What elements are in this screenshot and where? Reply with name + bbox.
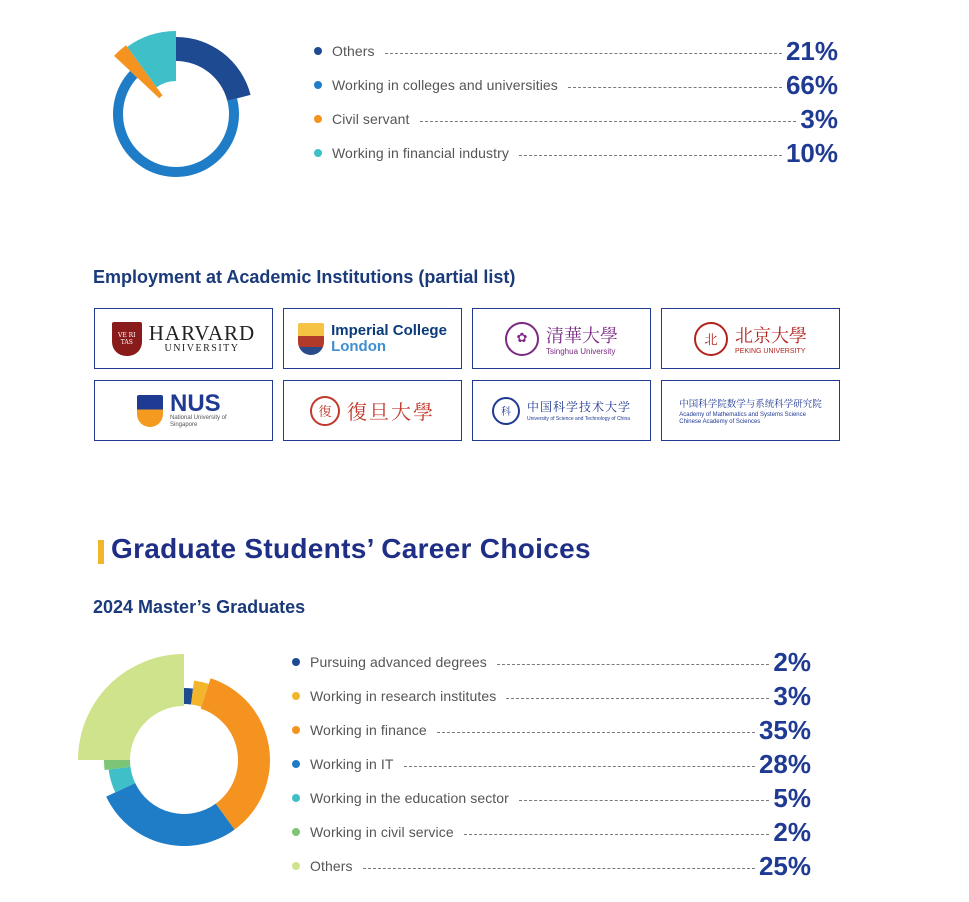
legend-leader-line (464, 834, 770, 835)
section-title-accent-bar (98, 540, 104, 564)
legend-leader-line (519, 800, 769, 801)
legend-leader-line (437, 732, 755, 733)
legend-dot-icon (292, 828, 300, 836)
logo-amss (661, 380, 840, 441)
logo-tsinghua-name: 清華大學 (546, 325, 618, 347)
legend-label: Working in colleges and universities (332, 77, 558, 93)
logo-ustc-sub: University of Science and Technology of China (526, 416, 631, 422)
legend-leader-line (385, 53, 782, 54)
legend-label: Working in financial industry (332, 145, 509, 161)
legend-dot-icon (314, 149, 322, 157)
legend-row-working-in-colleges-and-universities (314, 70, 838, 100)
legend-row-working-in-it (292, 749, 811, 779)
legend-row-working-in-financial-industry (314, 138, 838, 168)
legend-value: 10% (785, 137, 838, 168)
legend-leader-line (497, 664, 770, 665)
legend-row-working-in-research-institutes (292, 681, 811, 711)
logo-nus-sub: National University of Singapore (170, 414, 227, 428)
legend-label: Others (310, 858, 353, 874)
legend-row-working-in-finance (292, 715, 811, 745)
logo-tsinghua (472, 308, 651, 369)
logo-fudan (283, 380, 462, 441)
legend-value: 21% (785, 35, 838, 66)
logo-imperial-name: Imperial College (331, 321, 447, 339)
section-subtitle: 2024 Master’s Graduates (93, 597, 306, 617)
donut-slice-working-in-colleges-and-universities (113, 71, 239, 177)
legend-leader-line (363, 868, 755, 869)
legend-label: Others (332, 43, 375, 59)
legend-dot-icon (292, 726, 300, 734)
donut-slice-others (78, 654, 184, 760)
logo-tsinghua-sub: Tsinghua University (546, 346, 616, 356)
legend-row-pursuing-advanced-degrees (292, 647, 811, 677)
fudan-seal-icon: 復 (310, 396, 340, 426)
legend-value: 2% (773, 646, 811, 677)
legend-dot-icon (292, 862, 300, 870)
logo-imperial (283, 308, 462, 369)
donut-chart-1 (86, 24, 266, 204)
legend-value: 5% (773, 782, 811, 813)
legend-label: Working in civil service (310, 824, 454, 840)
logo-amss-name: 中国科学院数学与系统科学研究院 (679, 398, 822, 410)
imperial-crest-icon (298, 323, 324, 355)
logo-imperial-sub: London (331, 337, 387, 355)
logo-pku-sub: PEKING UNIVERSITY (735, 347, 806, 355)
legend-value: 35% (758, 714, 811, 745)
legend-dot-icon (314, 81, 322, 89)
tsinghua-seal-icon: ✿ (505, 322, 539, 356)
legend-row-others (314, 36, 838, 66)
legend-row-working-in-the-education-sector (292, 783, 811, 813)
legend-value: 28% (758, 748, 811, 779)
legend-row-working-in-civil-service (292, 817, 811, 847)
legend-value: 2% (773, 816, 811, 847)
legend-value: 3% (800, 103, 838, 134)
logo-nus (94, 380, 273, 441)
legend-row-others (292, 851, 811, 881)
legend-label: Working in the education sector (310, 790, 509, 806)
logo-ustc (472, 380, 651, 441)
logo-pku-name: 北京大學 (735, 325, 807, 347)
legend-dot-icon (314, 47, 322, 55)
legend-leader-line (568, 87, 782, 88)
legend-leader-line (420, 121, 797, 122)
legend-label: Working in IT (310, 756, 394, 772)
logo-harvard-name: HARVARD (148, 321, 256, 345)
legend-label: Civil servant (332, 111, 410, 127)
donut-slice-working-in-it (106, 783, 234, 846)
logo-nus-name: NUS (170, 389, 221, 417)
legend-value: 25% (758, 850, 811, 881)
donut-slice-others (176, 37, 251, 101)
logo-ustc-name: 中国科学技术大学 (526, 400, 631, 414)
institutions-heading: Employment at Academic Institutions (partial list) (93, 267, 516, 287)
harvard-crest-icon: VE RI TAS (112, 322, 142, 356)
legend-label: Working in finance (310, 722, 427, 738)
legend-leader-line (404, 766, 755, 767)
donut-chart-2 (84, 660, 284, 860)
ustc-seal-icon: 科 (492, 397, 520, 425)
legend-dot-icon (292, 692, 300, 700)
legend-row-civil-servant (314, 104, 838, 134)
nus-crest-icon (137, 395, 163, 427)
logo-fudan-name: 復旦大學 (347, 400, 435, 424)
legend-dot-icon (292, 658, 300, 666)
legend-dot-icon (292, 760, 300, 768)
logo-harvard (94, 308, 273, 369)
legend-value: 3% (773, 680, 811, 711)
logo-pku (661, 308, 840, 369)
logo-amss-sub: Academy of Mathematics and Systems Science Chinese Academy of Sciences (679, 411, 806, 425)
legend-label: Pursuing advanced degrees (310, 654, 487, 670)
legend-dot-icon (292, 794, 300, 802)
logo-harvard-sub: UNIVERSITY (164, 343, 240, 354)
legend-value: 66% (785, 69, 838, 100)
legend-label: Working in research institutes (310, 688, 497, 704)
legend-leader-line (506, 698, 769, 699)
legend-leader-line (519, 155, 782, 156)
legend-dot-icon (314, 115, 322, 123)
pku-seal-icon: 北 (694, 322, 728, 356)
section-title: Graduate Students’ Career Choices (111, 533, 591, 564)
